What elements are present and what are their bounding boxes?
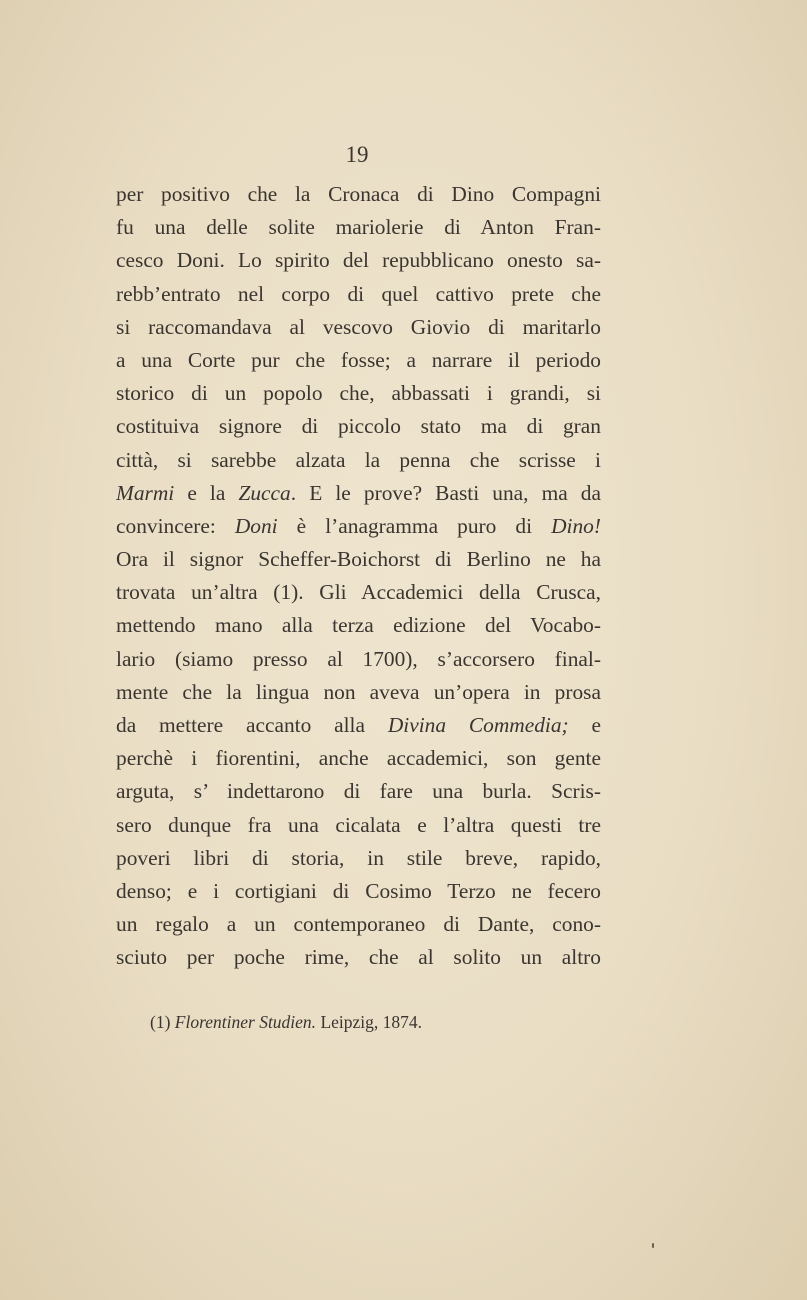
paper-speck bbox=[652, 1243, 654, 1248]
text-segment: si raccomandava al vescovo Giovio di maritarlo bbox=[116, 314, 601, 339]
body-text bbox=[116, 178, 601, 975]
text-line bbox=[116, 609, 601, 642]
italic-text: Divina Commedia; bbox=[387, 713, 569, 737]
text-line bbox=[116, 908, 601, 941]
footnote-title: Florentiner Studien. bbox=[174, 1012, 317, 1032]
text-line bbox=[116, 543, 601, 576]
text-segment: è l’anagramma puro di bbox=[277, 513, 552, 538]
text-segment: Ora il signor Scheffer-Boichorst di Berlino ne ha bbox=[116, 547, 601, 572]
text-segment: un regalo a un contemporaneo di Dante, cono- bbox=[116, 912, 601, 937]
text-line bbox=[116, 477, 601, 510]
text-line bbox=[116, 178, 601, 211]
text-line bbox=[116, 410, 601, 443]
text-line bbox=[116, 643, 601, 676]
text-line bbox=[116, 244, 601, 277]
text-segment: . E le prove? Basti una, ma da bbox=[290, 480, 601, 505]
text-line bbox=[116, 676, 601, 709]
text-segment: sciuto per poche rime, che al solito un altro bbox=[116, 945, 601, 970]
text-segment: mente che la lingua non aveva un’opera in prosa bbox=[116, 679, 601, 704]
text-segment: a una Corte pur che fosse; a narrare il periodo bbox=[116, 347, 601, 372]
text-line bbox=[116, 709, 601, 742]
text-segment: e bbox=[568, 713, 601, 737]
text-line bbox=[116, 875, 601, 908]
italic-text: Marmi bbox=[116, 480, 175, 505]
text-segment: mettendo mano alla terza edizione del Vocabo- bbox=[116, 613, 601, 638]
italic-text: Doni bbox=[234, 513, 278, 538]
text-segment: sero dunque fra una cicalata e l’altra questi tre bbox=[116, 812, 601, 837]
italic-text: Zucca bbox=[238, 480, 291, 505]
text-segment: trovata un’altra (1). Gli Accademici della Crusca, bbox=[116, 580, 601, 605]
footnote-text: Leipzig, 1874. bbox=[316, 1012, 423, 1032]
text-segment: arguta, s’ indettarono di fare una burla. Scris- bbox=[116, 779, 601, 804]
text-line bbox=[116, 444, 601, 477]
text-line bbox=[116, 809, 601, 842]
text-segment: denso; e i cortigiani di Cosimo Terzo ne fecero bbox=[116, 878, 601, 903]
text-line bbox=[116, 775, 601, 808]
text-line bbox=[116, 344, 601, 377]
text-line bbox=[116, 377, 601, 410]
text-segment: da mettere accanto alla bbox=[116, 713, 388, 737]
text-line bbox=[116, 510, 601, 543]
text-segment: convincere: bbox=[116, 513, 235, 538]
text-segment: e la bbox=[174, 480, 239, 505]
footnote bbox=[150, 1012, 570, 1033]
text-segment: cesco Doni. Lo spirito del repubblicano onesto sa- bbox=[116, 248, 601, 273]
text-segment: perchè i fiorentini, anche accademici, son gente bbox=[116, 746, 601, 771]
text-segment: costituiva signore di piccolo stato ma di gran bbox=[116, 414, 601, 439]
text-segment: storico di un popolo che, abbassati i grandi, si bbox=[116, 381, 601, 406]
italic-text: Dino! bbox=[551, 513, 601, 538]
text-segment: rebb’entrato nel corpo di quel cattivo prete che bbox=[116, 281, 601, 306]
text-line bbox=[116, 842, 601, 875]
text-segment: poveri libri di storia, in stile breve, rapido, bbox=[116, 845, 601, 870]
page-number: 19 bbox=[345, 142, 369, 167]
text-line bbox=[116, 211, 601, 244]
text-segment: lario (siamo presso al 1700), s’accorsero final- bbox=[116, 646, 601, 671]
text-line bbox=[116, 278, 601, 311]
text-line bbox=[116, 941, 601, 974]
footnote-text: (1) bbox=[150, 1012, 175, 1032]
text-segment: fu una delle solite mariolerie di Anton Fran- bbox=[116, 215, 601, 240]
text-segment: città, si sarebbe alzata la penna che scrisse i bbox=[116, 447, 601, 472]
text-line bbox=[116, 311, 601, 344]
text-line bbox=[116, 576, 601, 609]
text-line bbox=[116, 742, 601, 775]
text-segment: per positivo che la Cronaca di Dino Compagni bbox=[116, 182, 601, 206]
